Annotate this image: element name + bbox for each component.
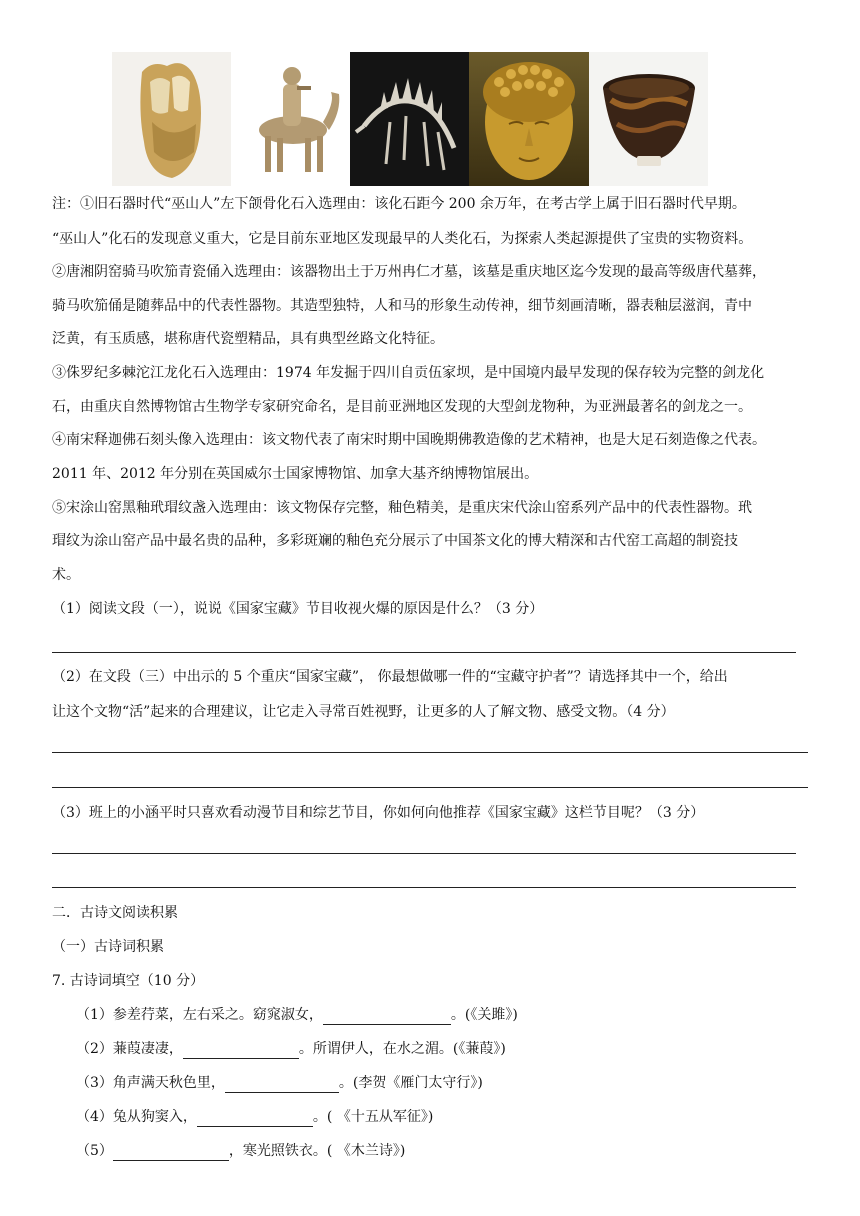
poem-text-after: 。(《关雎》) bbox=[450, 1007, 518, 1023]
poem-fill-1 bbox=[76, 1005, 518, 1025]
answer-line-q1[interactable] bbox=[52, 652, 796, 653]
note-line: 泛黄，有玉质感，堪称唐代瓷塑精品，具有典型丝路文化特征。 bbox=[52, 331, 444, 347]
poem-fill-5 bbox=[76, 1141, 405, 1161]
poem-text-after: ，寒光照铁衣。( 《木兰诗》) bbox=[228, 1143, 406, 1159]
poem-fill-4 bbox=[76, 1107, 433, 1127]
fill-blank[interactable] bbox=[113, 1144, 229, 1161]
poem-text-after: 。(李贺《雁门太守行》) bbox=[338, 1075, 483, 1091]
poem-text-before: （3）角声满天秋色里， bbox=[76, 1075, 225, 1091]
note-line: 注：①旧石器时代“巫山人”左下颌骨化石入选理由：该化石距今 200 余万年，在考古学上属于旧石器时代早期。 bbox=[52, 196, 746, 212]
subsection-title: （一）古诗词积累 bbox=[52, 939, 164, 955]
fill-blank[interactable] bbox=[323, 1008, 451, 1025]
poem-text-before: （2）蒹葭凄凄， bbox=[76, 1041, 183, 1057]
poem-fill-2 bbox=[76, 1039, 506, 1059]
poem-text-after: 。( 《十五从军征》) bbox=[312, 1109, 434, 1125]
golden-buddha-head-image bbox=[469, 52, 589, 186]
note-line: 瑁纹为涂山窑产品中最名贵的品种，多彩斑斓的釉色充分展示了中国茶文化的博大精深和古代窑工高超的制瓷技 bbox=[52, 533, 738, 549]
poem-text-after: 。所谓伊人，在水之湄。(《蒹葭》) bbox=[298, 1041, 506, 1057]
poem-text-before: （4）兔从狗窦入， bbox=[76, 1109, 197, 1125]
note-line: ⑤宋涂山窑黑釉玳瑁纹盏入选理由：该文物保存完整，釉色精美，是重庆宋代涂山窑系列产品中的代表性器物。玳 bbox=[52, 500, 752, 516]
poem-text-before: （1）参差荇菜，左右采之。窈窕淑女， bbox=[76, 1007, 323, 1023]
question-3: （3）班上的小涵平时只喜欢看动漫节目和综艺节目，你如何向他推荐《国家宝藏》这栏节目呢？（3 分） bbox=[52, 805, 705, 821]
section-title: 二．古诗文阅读积累 bbox=[52, 905, 178, 921]
dinosaur-skeleton-image bbox=[350, 52, 469, 186]
answer-line-q3a[interactable] bbox=[52, 853, 796, 854]
note-line: 石，由重庆自然博物馆古生物学专家研究命名，是目前亚洲地区发现的大型剑龙物种，为亚洲最著名的剑龙之一。 bbox=[52, 399, 752, 415]
note-line: ②唐湘阴窑骑马吹笳青瓷俑入选理由：该器物出土于万州冉仁才墓，该墓是重庆地区迄今发现的最高等级唐代墓葬， bbox=[52, 264, 766, 280]
horse-rider-figurine-image bbox=[231, 52, 350, 186]
black-glaze-bowl-image bbox=[589, 52, 708, 186]
question-1: （1）阅读文段（一），说说《国家宝藏》节目收视火爆的原因是什么？（3 分） bbox=[52, 601, 544, 617]
answer-line-q2a[interactable] bbox=[52, 752, 808, 753]
answer-line-q2b[interactable] bbox=[52, 787, 808, 788]
answer-line-q3b[interactable] bbox=[52, 887, 796, 888]
fill-blank[interactable] bbox=[225, 1076, 339, 1093]
poem-fill-3 bbox=[76, 1073, 483, 1093]
fill-blank[interactable] bbox=[183, 1042, 299, 1059]
artifact-image-strip bbox=[112, 52, 708, 186]
poem-text-before: （5） bbox=[76, 1143, 113, 1159]
note-line: 骑马吹笳俑是随葬品中的代表性器物。其造型独特，人和马的形象生动传神，细节刻画清晰，器表釉层滋润，青中 bbox=[52, 298, 752, 314]
note-line: ④南宋释迦佛石刻头像入选理由：该文物代表了南宋时期中国晚期佛教造像的艺术精神，也是大足石刻造像之代表。 bbox=[52, 432, 766, 448]
fill-blank[interactable] bbox=[197, 1110, 313, 1127]
question-2-cont: 让这个文物“活”起来的合理建议，让它走入寻常百姓视野，让更多的人了解文物、感受文物。（4 分） bbox=[52, 704, 675, 720]
note-line: 术。 bbox=[52, 567, 80, 583]
note-line: 2011 年、2012 年分别在英国威尔士国家博物馆、加拿大基齐纳博物馆展出。 bbox=[52, 466, 539, 482]
question-7-title: 7. 古诗词填空（10 分） bbox=[52, 973, 205, 989]
jaw-fossil-image bbox=[112, 52, 231, 186]
note-line: “巫山人”化石的发现意义重大，它是目前东亚地区发现最早的人类化石，为探索人类起源提供了宝贵的实物资料。 bbox=[52, 231, 753, 247]
note-line: ③侏罗纪多棘沱江龙化石入选理由：1974 年发掘于四川自贡伍家坝，是中国境内最早发现的保存较为完整的剑龙化 bbox=[52, 365, 765, 381]
question-2: （2）在文段（三）中出示的 5 个重庆“国家宝藏”， 你最想做哪一件的“宝藏守护者”？请选择其中一个，给出 bbox=[52, 669, 728, 685]
